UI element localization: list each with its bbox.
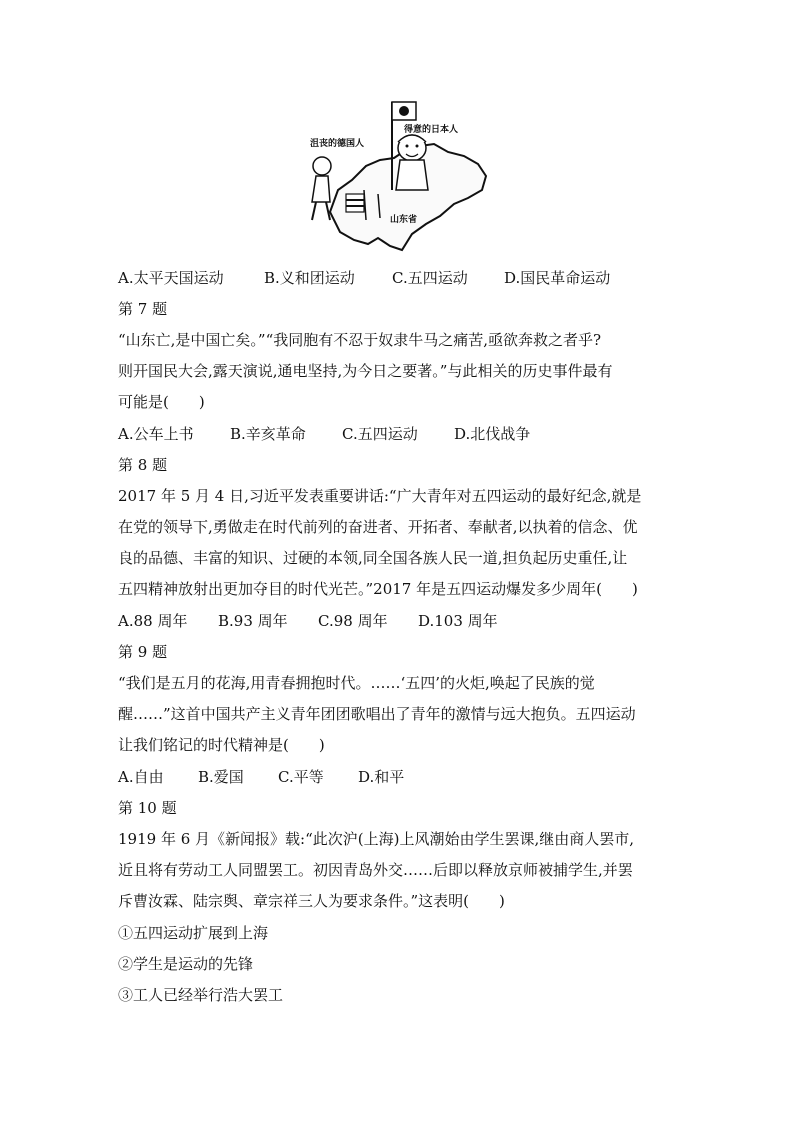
q6-option-c[interactable]: C.五四运动 xyxy=(392,269,468,287)
q9-text-line-1: “我们是五月的花海,用青春拥抱时代。……‘五四’的火炬,唤起了民族的觉 xyxy=(118,674,595,692)
q8-text-line-2: 在党的领导下,勇做走在时代前列的奋进者、开拓者、奉献者,以执着的信念、优 xyxy=(118,518,638,536)
q6-option-d[interactable]: D.国民革命运动 xyxy=(504,269,611,287)
q9-option-d[interactable]: D.和平 xyxy=(358,768,405,786)
q7-option-c[interactable]: C.五四运动 xyxy=(342,425,418,443)
q10-item-2: ②学生是运动的先锋 xyxy=(118,955,254,973)
q8-text-line-3: 良的品德、丰富的知识、过硬的本领,同全国各族人民一道,担负起历史重任,让 xyxy=(118,549,628,567)
german-flag-icon xyxy=(346,194,364,212)
q6-options xyxy=(118,268,610,288)
q9-text-line-3: 让我们铭记的时代精神是( ) xyxy=(118,736,325,754)
q10-text-line-3: 斥曹汝霖、陆宗舆、章宗祥三人为要求条件。”这表明( ) xyxy=(118,892,505,910)
q8-options xyxy=(118,611,498,631)
q10-text-line-1: 1919 年 6 月《新闻报》载:“此次沪(上海)上风潮始由学生罢课,继由商人罢市, xyxy=(118,830,634,848)
q7-option-b[interactable]: B.辛亥革命 xyxy=(230,425,306,443)
q7-text-line-1: “山东亡,是中国亡矣。”“我同胞有不忍于奴隶牛马之痛苦,亟欲奔救之者乎? xyxy=(118,331,602,349)
q10-heading: 第 10 题 xyxy=(118,799,177,817)
q9-text-line-2: 醒……”这首中国共产主义青年团团歌唱出了青年的激情与远大抱负。五四运动 xyxy=(118,705,636,723)
q7-text-line-2: 则开国民大会,露天演说,通电坚持,为今日之要著。”与此相关的历史事件最有 xyxy=(118,362,613,380)
q8-option-d[interactable]: D.103 周年 xyxy=(418,612,498,630)
flag-sun-icon xyxy=(399,106,409,116)
q7-option-d[interactable]: D.北伐战争 xyxy=(454,425,531,443)
q7-option-a[interactable]: A.公车上书 xyxy=(118,425,194,443)
q8-text-line-4: 五四精神放射出更加夺目的时代光芒。”2017 年是五四运动爆发多少周年( ) xyxy=(118,580,638,598)
q7-options xyxy=(118,424,530,444)
german-figure-body xyxy=(312,176,330,202)
q10-item-1: ①五四运动扩展到上海 xyxy=(118,924,269,942)
q9-heading: 第 9 题 xyxy=(118,643,168,661)
q7-heading: 第 7 题 xyxy=(118,300,168,318)
japanese-figure-cap xyxy=(398,135,426,142)
q7-text-line-3: 可能是( ) xyxy=(118,393,205,411)
q8-option-a[interactable]: A.88 周年 xyxy=(118,612,188,630)
cartoon-illustration xyxy=(308,94,492,258)
label-japanese: 得意的日本人 xyxy=(404,125,459,135)
q10-item-3: ③工人已经举行浩大罢工 xyxy=(118,986,284,1004)
q8-text-line-1: 2017 年 5 月 4 日,习近平发表重要讲话:“广大青年对五四运动的最好纪念,就是 xyxy=(118,487,642,505)
q9-option-b[interactable]: B.爱国 xyxy=(198,768,244,786)
japanese-figure-body xyxy=(396,160,428,190)
q9-option-c[interactable]: C.平等 xyxy=(278,768,324,786)
label-province: 山东省 xyxy=(390,215,418,225)
german-figure-head xyxy=(313,157,331,175)
q10-text-line-2: 近且将有劳动工人同盟罢工。初因青岛外交……后即以释放京师被捕学生,并罢 xyxy=(118,861,633,879)
q8-option-c[interactable]: C.98 周年 xyxy=(318,612,388,630)
shandong-cartoon xyxy=(308,94,492,258)
label-german: 沮丧的德国人 xyxy=(310,139,365,149)
q8-heading: 第 8 题 xyxy=(118,456,168,474)
q8-option-b[interactable]: B.93 周年 xyxy=(218,612,288,630)
q9-options xyxy=(118,767,404,787)
q6-option-b[interactable]: B.义和团运动 xyxy=(264,269,355,287)
q6-option-a[interactable]: A.太平天国运动 xyxy=(118,269,224,287)
q9-option-a[interactable]: A.自由 xyxy=(118,768,164,786)
